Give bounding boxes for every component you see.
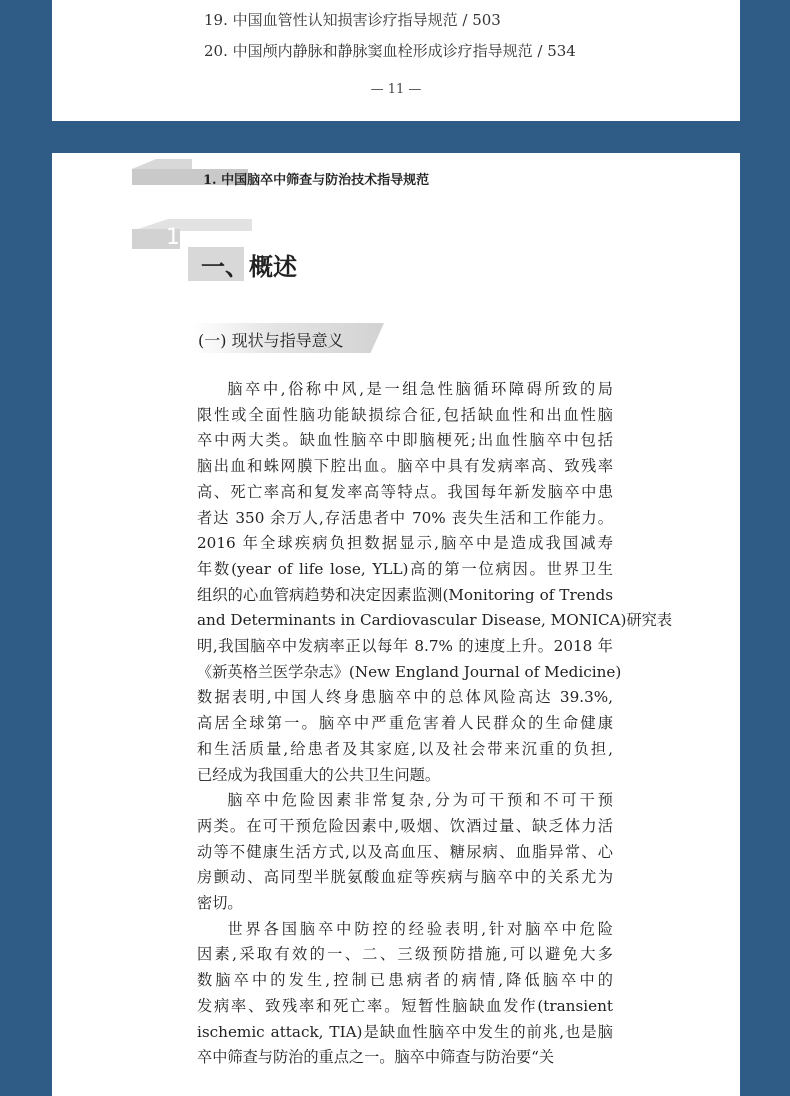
current-page <box>52 153 740 1096</box>
body-line: 年数(year of life lose, YLL)高的第一位病因。世界卫生 <box>197 559 613 578</box>
toc-entry-20: 20. 中国颅内静脉和静脉窦血栓形成诊疗指导规范 / 534 <box>204 42 576 60</box>
chapter-title: 一、概述 <box>201 252 297 281</box>
body-line: 卒中两大类。缺血性脑卒中即脑梗死;出血性脑卒中包括 <box>197 431 613 450</box>
body-line: 脑卒中危险因素非常复杂,分为可干预和不可干预 <box>227 791 613 810</box>
body-line: 数据表明,中国人终身患脑卒中的总体风险高达 39.3%, <box>197 688 613 707</box>
body-line: 房颤动、高同型半胱氨酸血症等疾病与脑卒中的关系尤为 <box>197 868 613 887</box>
body-line: 数脑卒中的发生,控制已患病者的病情,降低脑卒中的 <box>197 971 613 990</box>
body-line: 组织的心血管病趋势和决定因素监测(Monitoring of Trends <box>197 585 613 604</box>
body-line: 《新英格兰医学杂志》(New England Journal of Medicine) <box>197 662 622 681</box>
running-head: 1. 中国脑卒中筛查与防治技术指导规范 <box>203 173 430 188</box>
previous-page <box>52 0 740 121</box>
toc-entry-19: 19. 中国血管性认知损害诊疗指导规范 / 503 <box>204 11 501 29</box>
chapter-number: 1 <box>166 225 180 250</box>
body-text <box>197 377 673 1071</box>
body-line: 2016 年全球疾病负担数据显示,脑卒中是造成我国减寿 <box>197 534 613 553</box>
page-number: — 11 — <box>370 82 422 97</box>
running-head-decoration <box>132 159 192 169</box>
body-line: and Determinants in Cardiovascular Disease, MONICA)研究表 <box>197 611 673 630</box>
body-line: 限性或全面性脑功能缺损综合征,包括缺血性和出血性脑 <box>197 405 613 424</box>
body-line: 两类。在可干预危险因素中,吸烟、饮酒过量、缺乏体力活 <box>197 816 613 835</box>
body-line: 和生活质量,给患者及其家庭,以及社会带来沉重的负担, <box>197 739 613 758</box>
body-line: 高居全球第一。脑卒中严重危害着人民群众的生命健康 <box>197 714 613 733</box>
body-line: ischemic attack, TIA)是缺血性脑卒中发生的前兆,也是脑 <box>197 1022 613 1041</box>
body-line: 卒中筛查与防治的重点之一。脑卒中筛查与防治要“关 <box>197 1048 555 1067</box>
body-line: 明,我国脑卒中发病率正以每年 8.7% 的速度上升。2018 年 <box>197 637 613 656</box>
body-line: 已经成为我国重大的公共卫生问题。 <box>197 765 440 784</box>
body-line: 发病率、致残率和死亡率。短暂性脑缺血发作(transient <box>197 996 613 1015</box>
body-line: 世界各国脑卒中防控的经验表明,针对脑卒中危险 <box>227 919 613 938</box>
body-line: 动等不健康生活方式,以及高血压、糖尿病、血脂异常、心 <box>197 842 613 861</box>
body-line: 高、死亡率高和复发率高等特点。我国每年新发脑卒中患 <box>197 482 613 501</box>
body-line: 者达 350 余万人,存活患者中 70% 丧失生活和工作能力。 <box>197 508 613 527</box>
section-title: (一) 现状与指导意义 <box>198 331 344 350</box>
body-line: 密切。 <box>197 894 243 913</box>
body-line: 因素,采取有效的一、二、三级预防措施,可以避免大多 <box>197 945 613 964</box>
body-line: 脑卒中,俗称中风,是一组急性脑循环障碍所致的局 <box>227 380 613 398</box>
body-line: 脑出血和蛛网膜下腔出血。脑卒中具有发病率高、致残率 <box>197 457 613 476</box>
